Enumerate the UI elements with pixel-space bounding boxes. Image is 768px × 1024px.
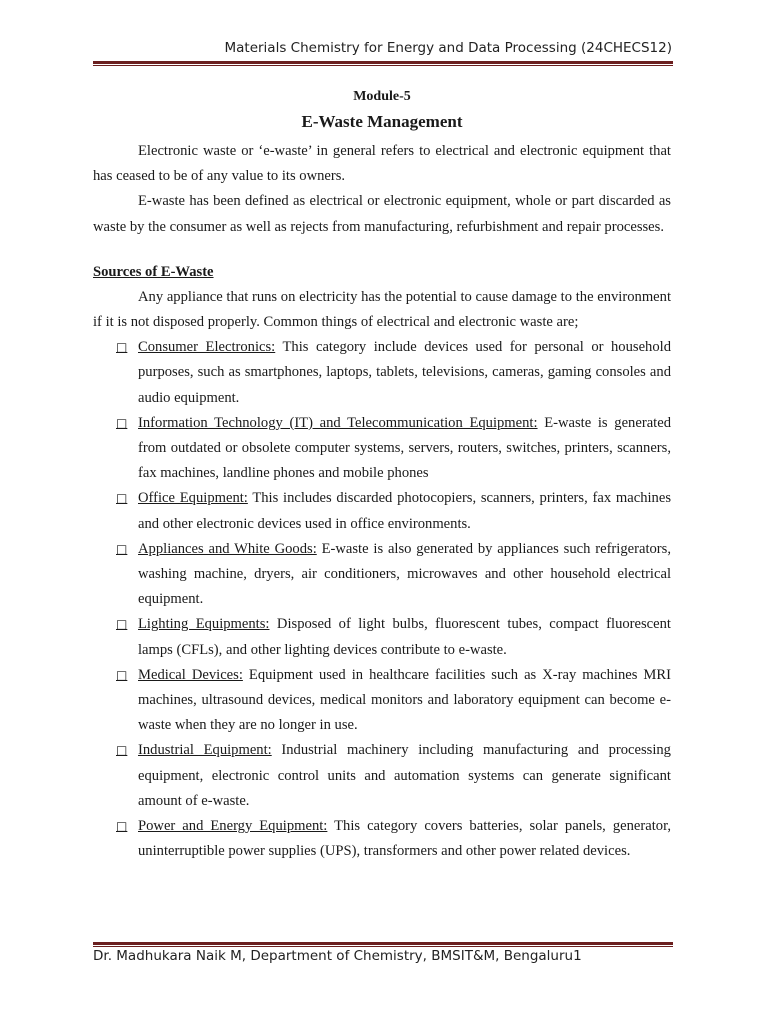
list-item bbox=[93, 738, 671, 814]
checkbox-bullet-icon bbox=[116, 663, 130, 688]
item-label: Consumer Electronics: bbox=[138, 339, 276, 356]
running-footer: Dr. Madhukara Naik M, Department of Chemistry, BMSIT&M, Bengaluru1 bbox=[93, 948, 582, 964]
page-content bbox=[93, 88, 671, 864]
item-label: Medical Devices: bbox=[138, 666, 243, 683]
footer-rule-thin bbox=[93, 946, 673, 947]
section-intro: Any appliance that runs on electricity has the potential to cause damage to the environment if it is not disposed properly. Common things of electrical and electronic waste are; bbox=[93, 288, 671, 331]
list-item bbox=[93, 612, 671, 662]
checkbox-bullet-icon bbox=[116, 738, 130, 763]
list-item bbox=[93, 663, 671, 739]
checkbox-bullet-icon bbox=[116, 486, 130, 511]
item-text: Disposed of light bulbs, fluorescent tubes, compact fluorescent lamps (CFLs), and other lighting devices contribute to e-waste. bbox=[138, 616, 671, 658]
header-rule bbox=[93, 61, 673, 64]
list-item bbox=[93, 537, 671, 613]
checkbox-bullet-icon bbox=[116, 612, 130, 637]
item-label: Lighting Equipments: bbox=[138, 616, 270, 633]
module-label: Module-5 bbox=[353, 89, 411, 104]
footer-rule bbox=[93, 942, 673, 945]
item-text: This includes discarded photocopiers, scanners, printers, fax machines and other electronic devices used in office environments. bbox=[138, 490, 671, 532]
checkbox-bullet-icon bbox=[116, 411, 130, 436]
checkbox-bullet-icon bbox=[116, 814, 130, 839]
list-item bbox=[93, 486, 671, 536]
intro-paragraph: Electronic waste or ‘e-waste’ in general refers to electrical and electronic equipment that has ceased to be of any value to its owners. bbox=[93, 143, 671, 185]
list-item bbox=[93, 814, 671, 864]
item-label: Office Equipment: bbox=[138, 490, 248, 507]
item-label: Information Technology (IT) and Telecommunication Equipment: bbox=[138, 414, 538, 431]
checkbox-bullet-icon bbox=[116, 335, 130, 360]
item-label: Industrial Equipment: bbox=[138, 742, 272, 759]
list-item bbox=[93, 411, 671, 487]
header-rule-thin bbox=[93, 65, 673, 66]
page-title: E-Waste Management bbox=[301, 112, 463, 131]
section-heading: Sources of E-Waste bbox=[93, 263, 214, 280]
checkbox-bullet-icon bbox=[116, 537, 130, 562]
item-text: Equipment used in healthcare facilities such as X-ray machines MRI machines, ultrasound devices, medical monitors and laboratory equipment can become e-waste when they are no longer in use. bbox=[138, 666, 671, 734]
sources-list bbox=[93, 335, 671, 864]
list-item bbox=[93, 335, 671, 411]
item-text: E-waste is generated from outdated or obsolete computer systems, servers, routers, switches, printers, scanners, fax machines, landline phones and mobile phones bbox=[138, 414, 671, 482]
running-header: Materials Chemistry for Energy and Data Processing (24CHECS12) bbox=[224, 40, 672, 56]
item-text: This category include devices used for personal or household purposes, such as smartphones, laptops, tablets, televisions, cameras, gaming consoles and audio equipment. bbox=[138, 339, 672, 406]
item-text: This category covers batteries, solar panels, generator, uninterruptible power supplies (UPS), transformers and other power related devices. bbox=[138, 818, 671, 860]
item-label: Appliances and White Goods: bbox=[138, 540, 317, 557]
item-label: Power and Energy Equipment: bbox=[138, 818, 328, 835]
item-text: E-waste is also generated by appliances such refrigerators, washing machine, dryers, air conditioners, microwaves and other household electrical equipment. bbox=[138, 540, 671, 608]
item-text: Industrial machinery including manufacturing and processing equipment, electronic control units and automation systems can generate significant amount of e-waste. bbox=[138, 742, 671, 809]
intro-paragraph: E-waste has been defined as electrical or electronic equipment, whole or part discarded as waste by the consumer as well as rejects from manufacturing, refurbishment and repair processes. bbox=[93, 193, 671, 235]
